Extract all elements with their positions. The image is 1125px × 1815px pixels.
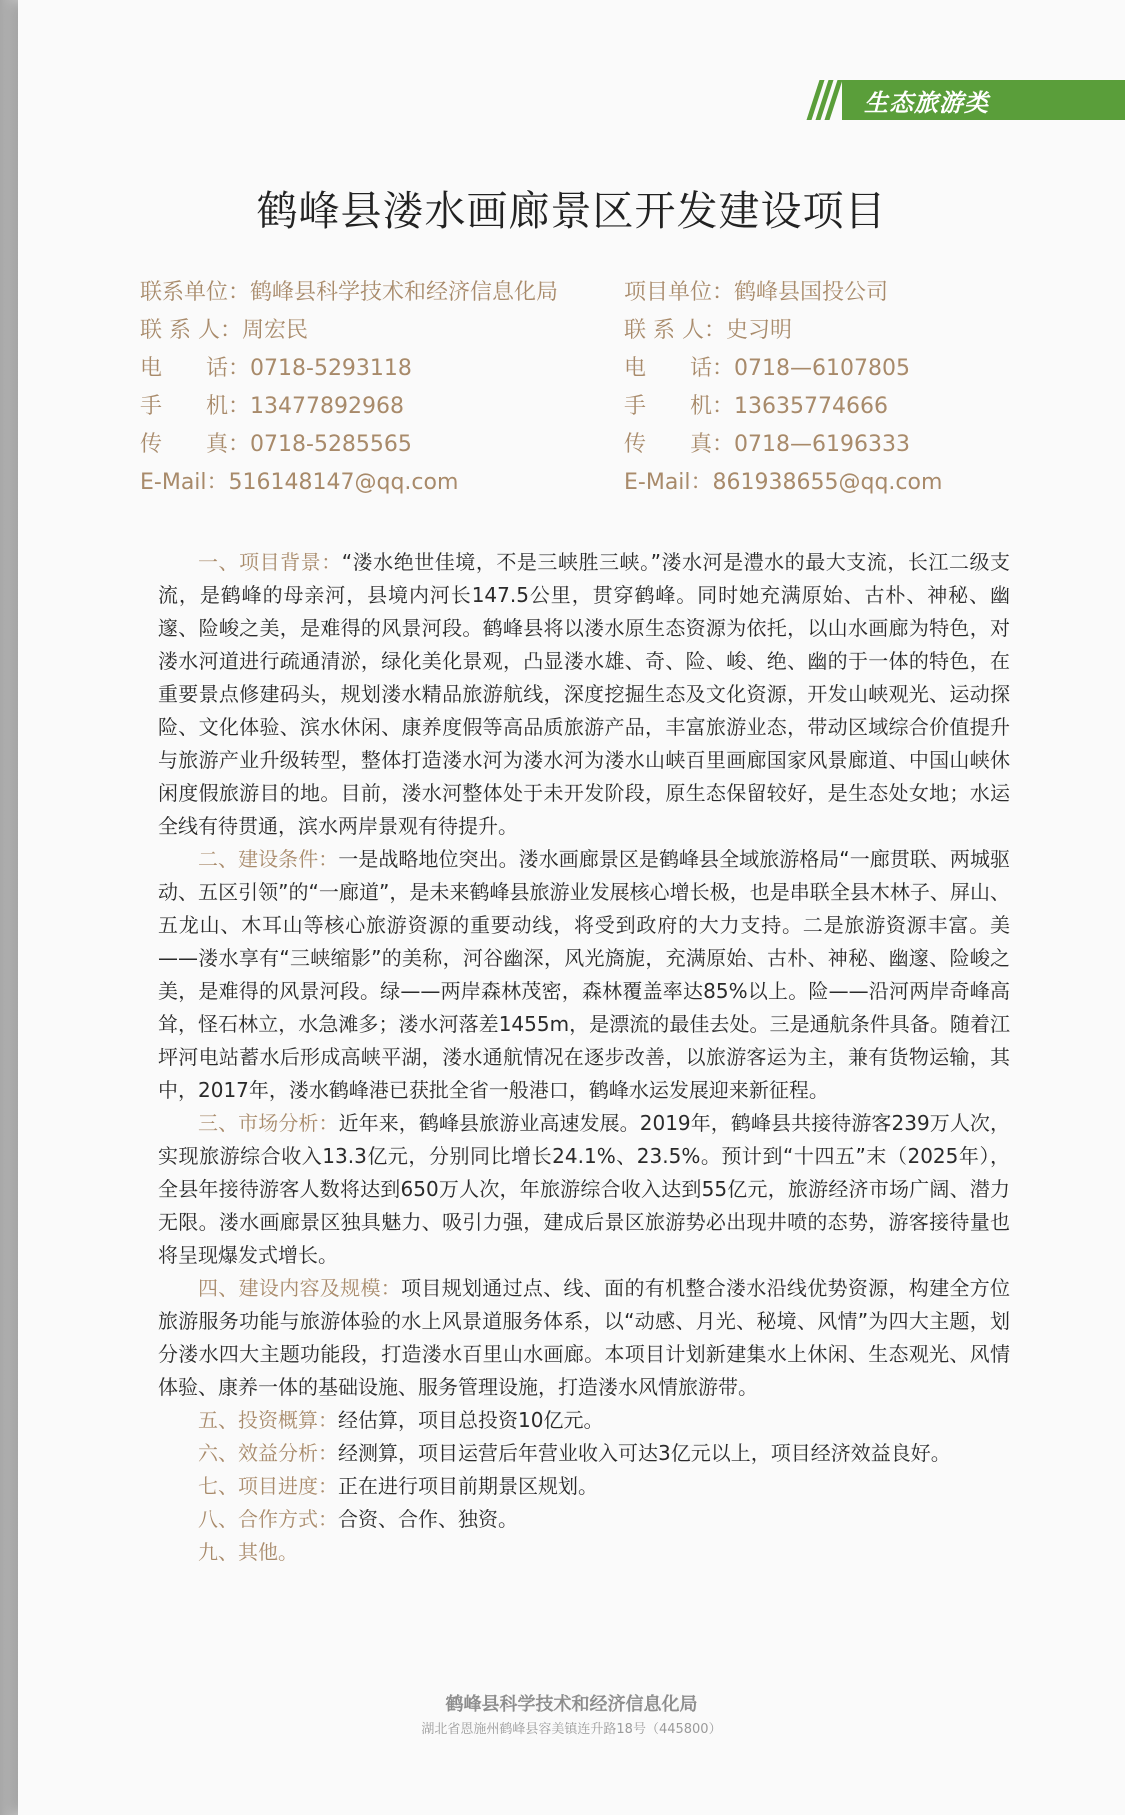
contact-right-fax: 传 真：0718—6196333 <box>624 432 910 457</box>
section-progress: 七、项目进度：正在进行项目前期景区规划。 <box>198 1474 598 1498</box>
section-benefit: 六、效益分析：经测算，项目运营后年营业收入可达3亿元以上，项目经济效益良好。 <box>198 1441 951 1465</box>
contact-right-email: E-Mail：861938655@qq.com <box>624 470 943 495</box>
section-background: 一、项目背景：“溇水绝世佳境，不是三峡胜三峡。”溇水河是澧水的最大支流，长江二级支流，是鹤峰的母亲河，县境内河长147.5公里，贯穿鹤峰。同时她充满原始、古朴、神秘、幽邃、险峻之美，是难得的风景河段。鹤峰县将以溇水原生态资源为依托，以山水画廊为特色，对溇水河道进行疏通清淤，绿化美化景观，凸显溇水雄、奇、险、峻、绝、幽的于一体的特色，在重要景点修建码头，规划溇水精品旅游航线，深度挖掘生态及文化资源，开发山峡观光、运动探险、文化体验、滨水休闲、康养度假等高品质旅游产品，丰富旅游业态，带动区域综合价值提升与旅游产业升级转型，整体打造溇水河为溇水河为溇水山峡百里画廊国家风景廊道、中国山峡休闲度假旅游目的地。目前，溇水河整体处于未开发阶段，原生态保留较好，是生态处女地；水运全线有待贯通，滨水两岸景观有待提升。 <box>158 550 1011 838</box>
contact-left-phone: 电 话：0718-5293118 <box>140 356 412 381</box>
page-footer <box>18 1690 1125 1737</box>
section-market: 三、市场分析：近年来，鹤峰县旅游业高速发展。2019年，鹤峰县共接待游客239万人次，实现旅游综合收入13.3亿元，分别同比增长24.1%、23.5%。预计到“十四五”末（2025年），全县年接待游客人数将达到650万人次，年旅游综合收入达到55亿元，旅游经济市场广阔、潜力无限。溇水画廊景区独具魅力、吸引力强，建成后景区旅游势必出现井喷的态势，游客接待量也将呈现爆发式增长。 <box>158 1111 1011 1267</box>
contact-left-fax: 传 真：0718-5285565 <box>140 432 412 457</box>
contact-right-unit: 项目单位：鹤峰县国投公司 <box>624 280 889 305</box>
contact-right-phone: 电 话：0718—6107805 <box>624 356 910 381</box>
category-banner <box>813 80 1125 120</box>
contact-left-email: E-Mail：516148147@qq.com <box>140 470 459 495</box>
contact-left-mobile: 手 机：13477892968 <box>140 394 404 419</box>
section-content-scale: 四、建设内容及规模：项目规划通过点、线、面的有机整合溇水沿线优势资源，构建全方位旅游服务功能与旅游体验的水上风景道服务体系，以“动感、月光、秘境、风情”为四大主题，划分溇水四大主题功能段，打造溇水百里山水画廊。本项目计划新建集水上休闲、生态观光、风情体验、康养一体的基础设施、服务管理设施，打造溇水风情旅游带。 <box>158 1276 1011 1399</box>
footer-address: 湖北省恩施州鹤峰县容美镇连升路18号（445800） <box>421 1722 722 1737</box>
category-label: 生态旅游类 <box>842 80 1125 120</box>
section-cooperation: 八、合作方式：合资、合作、独资。 <box>198 1507 518 1531</box>
section-conditions: 二、建设条件：一是战略地位突出。溇水画廊景区是鹤峰县全域旅游格局“一廊贯联、两城驱动、五区引领”的“一廊道”，是未来鹤峰县旅游业发展核心增长极，也是串联全县木林子、屏山、五龙山、木耳山等核心旅游资源的重要动线，将受到政府的大力支持。二是旅游资源丰富。美——溇水享有“三峡缩影”的美称，河谷幽深，风光旖旎，充满原始、古朴、神秘、幽邃、险峻之美，是难得的风景河段。绿——两岸森林茂密，森林覆盖率达85%以上。险——沿河两岸奇峰高耸，怪石林立，水急滩多；溇水河落差1455m，是漂流的最佳去处。三是通航条件具备。随着江坪河电站蓄水后形成高峡平湖，溇水通航情况在逐步改善，以旅游客运为主，兼有货物运输，其中，2017年，溇水鹤峰港已获批全省一般港口，鹤峰水运发展迎来新征程。 <box>158 847 1010 1102</box>
contact-right-mobile: 手 机：13635774666 <box>624 394 888 419</box>
project-description <box>158 546 1010 1569</box>
contact-right-person: 联 系 人：史习明 <box>624 318 793 343</box>
section-investment: 五、投资概算：经估算，项目总投资10亿元。 <box>198 1408 604 1432</box>
footer-organization: 鹤峰县科学技术和经济信息化局 <box>445 1694 698 1715</box>
contact-info <box>140 278 1040 498</box>
banner-stripes-decoration <box>813 80 836 120</box>
section-other: 九、其他。 <box>198 1540 298 1564</box>
page-title: 鹤峰县溇水画廊景区开发建设项目 <box>256 187 887 235</box>
document-page <box>18 0 1125 1815</box>
contact-left-person: 联 系 人：周宏民 <box>140 318 309 343</box>
contact-left-unit: 联系单位：鹤峰县科学技术和经济信息化局 <box>140 280 559 305</box>
page-binding-edge <box>0 0 18 1815</box>
